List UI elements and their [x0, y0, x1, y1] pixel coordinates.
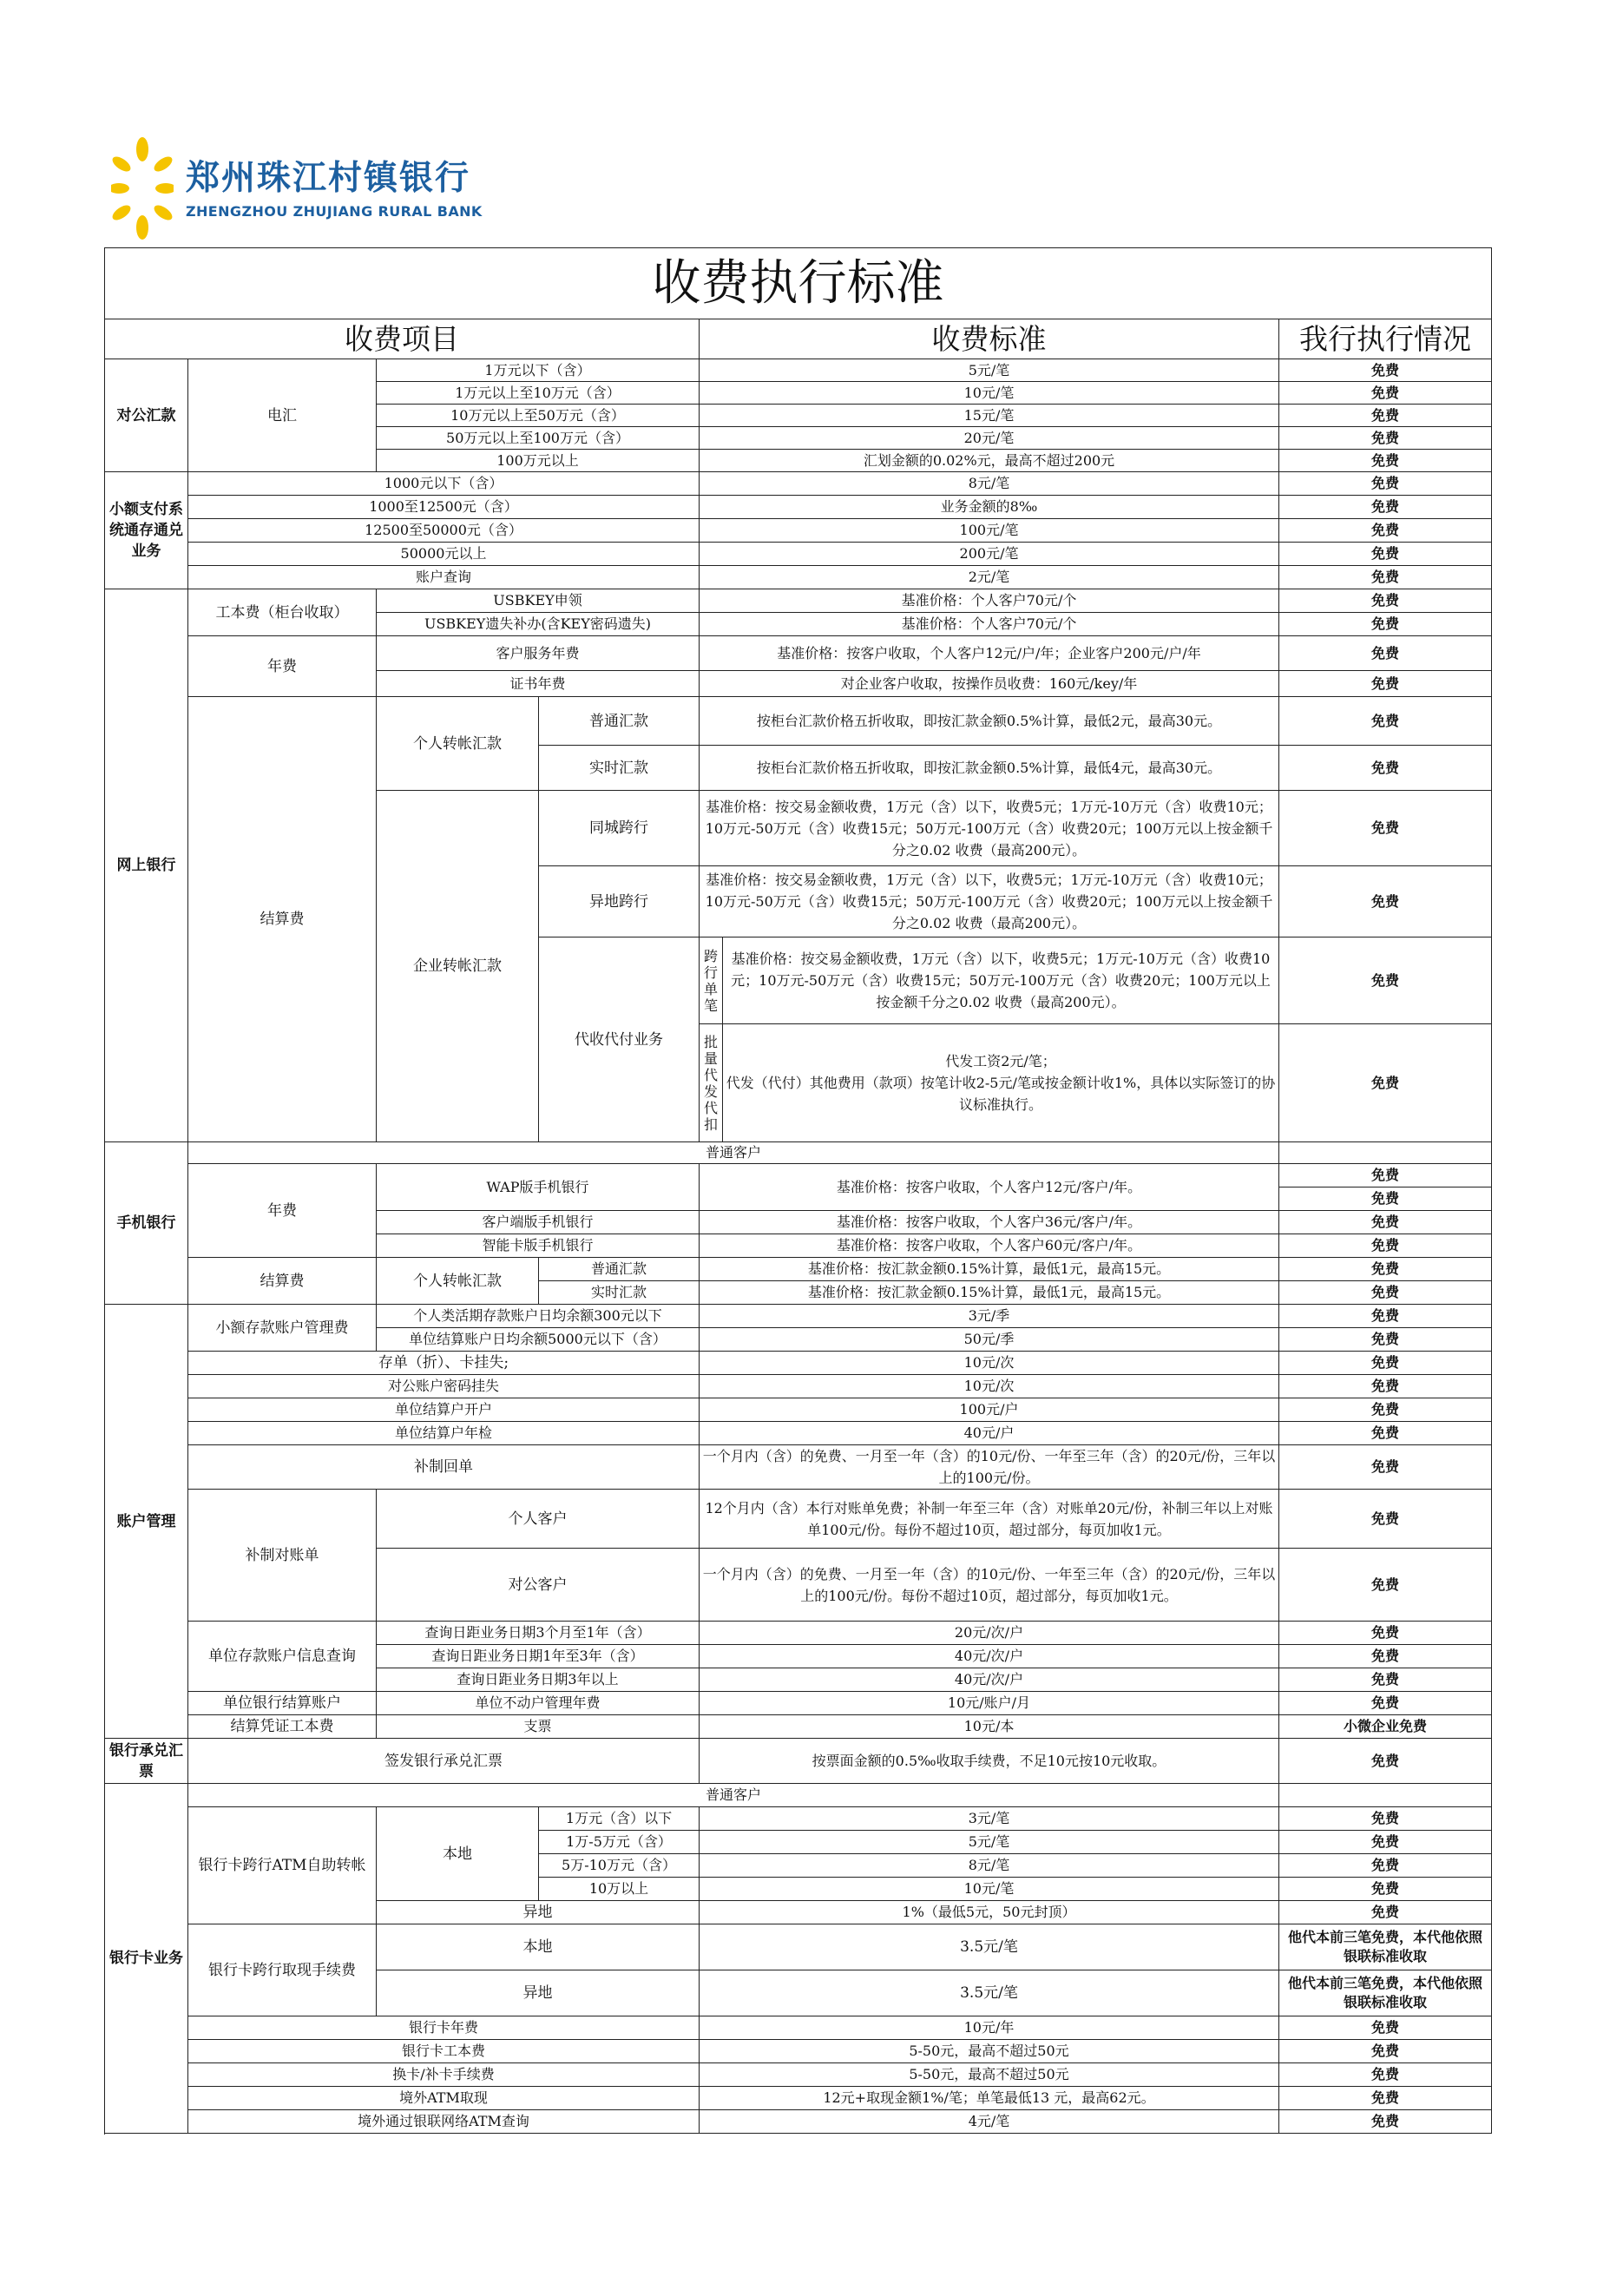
mobile-settlement-fee: 结算费 — [188, 1258, 377, 1305]
item-label: 1万元以下（含） — [377, 359, 700, 382]
status-value: 免费 — [1279, 543, 1492, 566]
item-label: 证书年费 — [377, 671, 700, 697]
fee-value: 40元/次/户 — [700, 1668, 1279, 1692]
item-label-vertical: 跨 行 单 笔 — [700, 937, 723, 1024]
fee-value: 10元/本 — [700, 1715, 1279, 1739]
category-bank-acceptance: 银行承兑汇票 — [105, 1739, 188, 1784]
item-label: 普通汇款 — [539, 1258, 700, 1281]
bank-logo — [111, 132, 510, 245]
fee-value: 20元/次/户 — [700, 1622, 1279, 1645]
item-label: 银行卡年费 — [188, 2016, 700, 2040]
fee-value: 1%（最低5元，50元封顶） — [700, 1901, 1279, 1924]
sub-wire-transfer: 电汇 — [188, 359, 377, 472]
item-label: 单位结算户年检 — [188, 1422, 700, 1445]
item-label: 账户查询 — [188, 566, 700, 589]
item-label: USBKEY申领 — [377, 589, 700, 613]
item-label: 50万元以上至100万元（含） — [377, 427, 700, 450]
status-value: 免费 — [1279, 2040, 1492, 2063]
fee-value: 15元/笔 — [700, 405, 1279, 427]
status-value: 免费 — [1279, 613, 1492, 636]
sunflower-logo-icon — [111, 136, 174, 240]
status-value: 小微企业免费 — [1279, 1715, 1492, 1739]
fee-value: 4元/笔 — [700, 2110, 1279, 2134]
status-value: 免费 — [1279, 1234, 1492, 1258]
status-value: 免费 — [1279, 382, 1492, 405]
item-label: 异地跨行 — [539, 866, 700, 937]
item-sub-label: 单位不动户管理年费 — [377, 1692, 700, 1715]
fee-value: 12个月内（含）本行对账单免费；补制一年至三年（含）对账单20元/份，补制三年以上对账单100元/份。每份不超过10页，超过部分，每页加收1元。 — [700, 1490, 1279, 1549]
fee-value: 5-50元，最高不超过50元 — [700, 2063, 1279, 2087]
fee-value: 3.5元/笔 — [700, 1970, 1279, 2016]
small-account-fee: 小额存款账户管理费 — [188, 1305, 377, 1352]
fee-value: 10元/笔 — [700, 1878, 1279, 1901]
item-label: 补制回单 — [188, 1445, 700, 1490]
item-label: 银行卡工本费 — [188, 2040, 700, 2063]
atm-transfer: 银行卡跨行ATM自助转帐 — [188, 1807, 377, 1924]
item-label: 境外ATM取现 — [188, 2087, 700, 2110]
atm-local: 本地 — [377, 1807, 539, 1901]
fee-value: 汇划金额的0.02%元，最高不超过200元 — [700, 450, 1279, 472]
fee-value: 5-50元，最高不超过50元 — [700, 2040, 1279, 2063]
fee-value: 基准价格：按客户收取，个人客户12元/客户/年。 — [700, 1164, 1279, 1211]
item-label: 实时汇款 — [539, 746, 700, 791]
item-label: 同城跨行 — [539, 791, 700, 866]
item-label: 客户端版手机银行 — [377, 1211, 700, 1234]
status-value: 免费 — [1279, 697, 1492, 746]
fee-value: 基准价格：按客户收取，个人客户60元/客户/年。 — [700, 1234, 1279, 1258]
status-value: 免费 — [1279, 1445, 1492, 1490]
item-label: 1万元（含）以下 — [539, 1807, 700, 1831]
status-value: 免费 — [1279, 1490, 1492, 1549]
fee-value: 基准价格：个人客户70元/个 — [700, 613, 1279, 636]
page-title: 收费执行标准 — [105, 248, 1492, 319]
status-value: 免费 — [1279, 636, 1492, 671]
fee-value: 基准价格：按客户收取，个人客户12元/户/年；企业客户200元/户/年 — [700, 636, 1279, 671]
item-label: 结算凭证工本费 — [188, 1715, 377, 1739]
category-mobile-banking: 手机银行 — [105, 1142, 188, 1305]
fee-value: 基准价格：按交易金额收费，1万元（含）以下，收费5元；1万元-10万元（含）收费10元；10万元-50万元（含）收费15元；50万元-100万元（含）收费20元；100万元以上按金额千分之0.02 收费（最高200元）。 — [700, 866, 1279, 937]
fee-value: 10元/笔 — [700, 382, 1279, 405]
status-value: 免费 — [1279, 1645, 1492, 1668]
status-value: 免费 — [1279, 1352, 1492, 1375]
item-label: 10万元以上至50万元（含） — [377, 405, 700, 427]
category-online-banking: 网上银行 — [105, 589, 188, 1142]
item-sub-label: 支票 — [377, 1715, 700, 1739]
status-value: 免费 — [1279, 2063, 1492, 2087]
item-label: 查询日距业务日期1年至3年（含） — [377, 1645, 700, 1668]
fee-value: 200元/笔 — [700, 543, 1279, 566]
status-value: 免费 — [1279, 2087, 1492, 2110]
item-label: 12500至50000元（含） — [188, 519, 700, 543]
status-value: 免费 — [1279, 519, 1492, 543]
fee-value: 按柜台汇款价格五折收取，即按汇款金额0.5%计算，最低2元，最高30元。 — [700, 697, 1279, 746]
item-label: 单位结算户开户 — [188, 1398, 700, 1422]
fee-value: 一个月内（含）的免费、一月至一年（含）的10元/份、一年至三年（含）的20元/份，三年以上的100元/份。每份不超过10页，超过部分，每页加收1元。 — [700, 1549, 1279, 1622]
normal-customer-label: 普通客户 — [188, 1142, 1279, 1164]
item-label: 本地 — [377, 1924, 700, 1970]
fee-value: 基准价格：按交易金额收费，1万元（含）以下，收费5元；1万元-10万元（含）收费10元；10万元-50万元（含）收费15元；50万元-100万元（含）收费20元；100万元以上按金额千分之0.02 收费（最高200元）。 — [723, 937, 1279, 1024]
status-value: 免费 — [1279, 1831, 1492, 1854]
fee-value: 3元/季 — [700, 1305, 1279, 1328]
fee-value: 业务金额的8‰ — [700, 496, 1279, 519]
status-value: 免费 — [1279, 1258, 1492, 1281]
header-item: 收费项目 — [105, 319, 700, 359]
status-value: 免费 — [1279, 866, 1492, 937]
item-label: 普通汇款 — [539, 697, 700, 746]
status-empty — [1279, 1784, 1492, 1807]
item-label: 1000元以下（含） — [188, 472, 700, 496]
item-label: 智能卡版手机银行 — [377, 1234, 700, 1258]
item-label: 客户服务年费 — [377, 636, 700, 671]
status-value: 免费 — [1279, 359, 1492, 382]
status-value: 免费 — [1279, 1211, 1492, 1234]
online-settlement-fee: 结算费 — [188, 697, 377, 1142]
fee-value: 基准价格：个人客户70元/个 — [700, 589, 1279, 613]
status-value: 免费 — [1279, 2016, 1492, 2040]
mobile-annual-fee: 年费 — [188, 1164, 377, 1258]
item-label: 查询日距业务日期3个月至1年（含） — [377, 1622, 700, 1645]
fee-value: 50元/季 — [700, 1328, 1279, 1352]
fee-table — [104, 247, 1492, 2134]
status-value: 免费 — [1279, 589, 1492, 613]
normal-customer-label: 普通客户 — [188, 1784, 1279, 1807]
item-label: 异地 — [377, 1970, 700, 2016]
status-value: 免费 — [1279, 1807, 1492, 1831]
fee-value: 5元/笔 — [700, 1831, 1279, 1854]
fee-value: 8元/笔 — [700, 472, 1279, 496]
item-label: 1000至12500元（含） — [188, 496, 700, 519]
item-label: 10万以上 — [539, 1878, 700, 1901]
status-value: 免费 — [1279, 2110, 1492, 2134]
item-label: 对公客户 — [377, 1549, 700, 1622]
item-label: 存单（折）、卡挂失; — [188, 1352, 700, 1375]
online-card-fee: 工本费（柜台收取） — [188, 589, 377, 636]
fee-value: 10元/账户/月 — [700, 1692, 1279, 1715]
status-value: 免费 — [1279, 1187, 1492, 1211]
status-value: 免费 — [1279, 1549, 1492, 1622]
category-corp-remit: 对公汇款 — [105, 359, 188, 472]
status-value: 免费 — [1279, 1854, 1492, 1878]
online-corp-transfer: 企业转帐汇款 — [377, 791, 539, 1142]
online-annual-fee: 年费 — [188, 636, 377, 697]
category-small-payment: 小额支付系统通存通兑业务 — [105, 472, 188, 589]
status-value: 免费 — [1279, 405, 1492, 427]
fee-value: 基准价格：按汇款金额0.15%计算，最低1元，最高15元。 — [700, 1281, 1279, 1305]
fee-value: 基准价格：按汇款金额0.15%计算，最低1元，最高15元。 — [700, 1258, 1279, 1281]
fee-value: 20元/笔 — [700, 427, 1279, 450]
status-value: 免费 — [1279, 1901, 1492, 1924]
fee-line: 代发（代付）其他费用（款项）按笔计收2-5元/笔或按金额计收1%，具体以实际签订的协议标准执行。 — [726, 1075, 1276, 1113]
online-collect-pay: 代收代付业务 — [539, 937, 700, 1142]
header-status: 我行执行情况 — [1279, 319, 1492, 359]
category-account-management: 账户管理 — [105, 1305, 188, 1739]
statement-reissue: 补制对账单 — [188, 1490, 377, 1622]
status-value: 免费 — [1279, 746, 1492, 791]
status-value: 免费 — [1279, 937, 1492, 1024]
status-value: 免费 — [1279, 496, 1492, 519]
status-value: 免费 — [1279, 472, 1492, 496]
bank-name-en: ZHENGZHOU ZHUJIANG RURAL BANK — [186, 203, 483, 220]
item-label: 单位银行结算账户 — [188, 1692, 377, 1715]
fee-value: 12元+取现金额1%/笔；单笔最低13 元，最高62元。 — [700, 2087, 1279, 2110]
fee-value: 100元/户 — [700, 1398, 1279, 1422]
fee-value: 5元/笔 — [700, 359, 1279, 382]
fee-value: 基准价格：按客户收取，个人客户36元/客户/年。 — [700, 1211, 1279, 1234]
fee-value: 40元/户 — [700, 1422, 1279, 1445]
fee-value: 按票面金额的0.5‰收取手续费，不足10元按10元收取。 — [700, 1739, 1279, 1784]
status-value: 免费 — [1279, 1622, 1492, 1645]
fee-value: 对企业客户收取，按操作员收费：160元/key/年 — [700, 671, 1279, 697]
item-label: USBKEY遗失补办(含KEY密码遗失) — [377, 613, 700, 636]
status-value: 免费 — [1279, 566, 1492, 589]
fee-line: 代发工资2元/笔； — [945, 1053, 1056, 1069]
fee-value: 3.5元/笔 — [700, 1924, 1279, 1970]
item-label: 单位结算账户日均余额5000元以下（含） — [377, 1328, 700, 1352]
item-label: 1万-5万元（含） — [539, 1831, 700, 1854]
status-value: 免费 — [1279, 1668, 1492, 1692]
item-label: 1万元以上至10万元（含） — [377, 382, 700, 405]
item-label: 实时汇款 — [539, 1281, 700, 1305]
status-value: 免费 — [1279, 427, 1492, 450]
cash-withdrawal-fee: 银行卡跨行取现手续费 — [188, 1924, 377, 2016]
fee-value: 10元/次 — [700, 1375, 1279, 1398]
bank-name-cn: 郑州珠江村镇银行 — [186, 159, 471, 198]
status-value: 免费 — [1279, 1878, 1492, 1901]
status-value: 他代本前三笔免费，本代他依照银联标准收取 — [1279, 1970, 1492, 2016]
atm-remote: 异地 — [377, 1901, 700, 1924]
fee-value: 100元/笔 — [700, 519, 1279, 543]
fee-value: 10元/次 — [700, 1352, 1279, 1375]
status-value: 免费 — [1279, 1739, 1492, 1784]
account-info-query: 单位存款账户信息查询 — [188, 1622, 377, 1692]
fee-value: 2元/笔 — [700, 566, 1279, 589]
status-value: 免费 — [1279, 450, 1492, 472]
item-label: 换卡/补卡手续费 — [188, 2063, 700, 2087]
fee-value: 3元/笔 — [700, 1807, 1279, 1831]
fee-value: 10元/年 — [700, 2016, 1279, 2040]
status-value: 免费 — [1279, 1398, 1492, 1422]
status-value: 免费 — [1279, 1375, 1492, 1398]
item-label: 个人类活期存款账户日均余额300元以下 — [377, 1305, 700, 1328]
status-value: 免费 — [1279, 1422, 1492, 1445]
mobile-personal-transfer: 个人转帐汇款 — [377, 1258, 539, 1305]
fee-value: 8元/笔 — [700, 1854, 1279, 1878]
status-value: 免费 — [1279, 1328, 1492, 1352]
item-label: 50000元以上 — [188, 543, 700, 566]
fee-value: 40元/次/户 — [700, 1645, 1279, 1668]
item-label: 5万-10万元（含） — [539, 1854, 700, 1878]
item-label: WAP版手机银行 — [377, 1164, 700, 1211]
item-label: 100万元以上 — [377, 450, 700, 472]
item-label: 个人客户 — [377, 1490, 700, 1549]
item-label: 签发银行承兑汇票 — [188, 1739, 700, 1784]
item-label: 对公账户密码挂失 — [188, 1375, 700, 1398]
status-value: 他代本前三笔免费，本代他依照银联标准收取 — [1279, 1924, 1492, 1970]
status-empty — [1279, 1142, 1492, 1164]
fee-value — [723, 1024, 1279, 1142]
online-personal-transfer: 个人转帐汇款 — [377, 697, 539, 791]
status-value: 免费 — [1279, 1024, 1492, 1142]
status-value: 免费 — [1279, 1692, 1492, 1715]
category-bank-card: 银行卡业务 — [105, 1784, 188, 2134]
status-value: 免费 — [1279, 1164, 1492, 1187]
status-value: 免费 — [1279, 791, 1492, 866]
status-value: 免费 — [1279, 1281, 1492, 1305]
item-label-vertical: 批 量 代 发 代 扣 — [700, 1024, 723, 1142]
header-standard: 收费标准 — [700, 319, 1279, 359]
fee-value: 基准价格：按交易金额收费，1万元（含）以下，收费5元；1万元-10万元（含）收费10元；10万元-50万元（含）收费15元；50万元-100万元（含）收费20元；100万元以上按金额千分之0.02 收费（最高200元）。 — [700, 791, 1279, 866]
fee-value: 一个月内（含）的免费、一月至一年（含）的10元/份、一年至三年（含）的20元/份，三年以上的100元/份。 — [700, 1445, 1279, 1490]
fee-value: 按柜台汇款价格五折收取，即按汇款金额0.5%计算，最低4元，最高30元。 — [700, 746, 1279, 791]
status-value: 免费 — [1279, 1305, 1492, 1328]
item-label: 境外通过银联网络ATM查询 — [188, 2110, 700, 2134]
item-label: 查询日距业务日期3年以上 — [377, 1668, 700, 1692]
status-value: 免费 — [1279, 671, 1492, 697]
